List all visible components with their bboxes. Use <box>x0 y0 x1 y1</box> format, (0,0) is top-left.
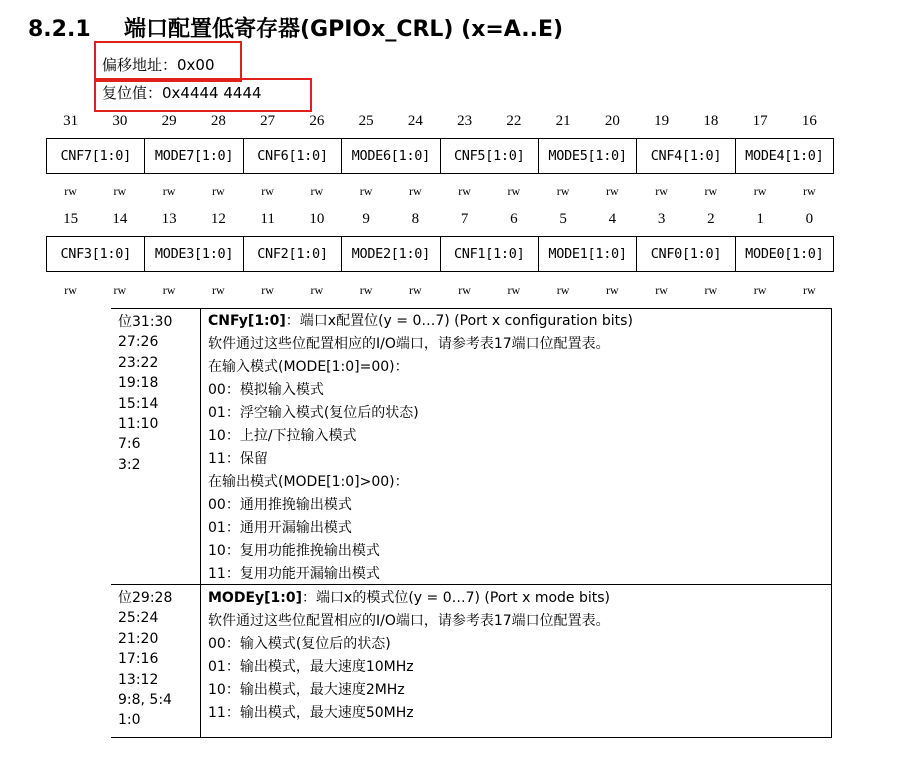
bit-number: 21 <box>555 113 571 129</box>
access-type: rw <box>409 283 422 297</box>
access-type: rw <box>458 184 471 198</box>
access-type: rw <box>507 283 521 297</box>
cnf-description <box>208 310 633 586</box>
access-type: rw <box>359 283 373 297</box>
section-heading <box>28 12 563 43</box>
register-field: MODE5[1:0] <box>539 139 637 173</box>
register-field: MODE4[1:0] <box>745 148 824 164</box>
bit-number: 24 <box>407 113 423 129</box>
description-line: 00：模拟输入模式 <box>208 382 324 398</box>
access-type: rw <box>606 184 619 198</box>
description-line: 01：浮空输入模式(复位后的状态) <box>208 405 419 421</box>
bit-range: 7:6 <box>118 436 141 453</box>
cnf-bit-ranges <box>118 312 172 475</box>
top-register-fields <box>46 138 834 174</box>
column-divider <box>200 309 201 737</box>
register-field: MODE2[1:0] <box>342 237 440 271</box>
access-type: rw <box>162 184 176 198</box>
bit-number: 14 <box>112 211 128 227</box>
description-line: 11：复用功能开漏输出模式 <box>208 566 380 582</box>
top-access-row <box>46 184 834 200</box>
bit-range: 21:20 <box>118 630 159 647</box>
bit-number: 12 <box>210 211 226 227</box>
description-line: 01：通用开漏输出模式 <box>208 520 352 536</box>
bit-range: 9:8, 5:4 <box>118 692 172 709</box>
access-type: rw <box>359 184 373 198</box>
description-line: 00：输入模式(复位后的状态) <box>208 636 391 652</box>
cnf-heading-line <box>208 310 633 333</box>
bit-range: 25:24 <box>118 610 159 627</box>
bottom-bit-numbers <box>46 211 834 231</box>
register-field: MODE0[1:0] <box>745 246 824 262</box>
access-type: rw <box>310 184 324 198</box>
bit-number: 1 <box>756 211 764 227</box>
bit-number: 28 <box>210 113 226 129</box>
bit-range: 17:16 <box>118 651 159 668</box>
cnf-summary: ：端口x配置位(y = 0…7) (Port x configuration bits) <box>285 313 633 329</box>
bit-range: 19:18 <box>118 375 159 392</box>
access-type: rw <box>212 283 225 297</box>
access-type: rw <box>409 184 422 198</box>
bit-number: 18 <box>703 113 719 129</box>
description-line: 在输出模式(MODE[1:0]>00)： <box>208 474 409 490</box>
bottom-access-row <box>46 283 834 299</box>
bit-number: 9 <box>362 211 370 227</box>
description-line: 11：保留 <box>208 451 268 467</box>
description-line: 11：输出模式，最大速度50MHz <box>208 705 414 721</box>
register-field: CNF7[1:0] <box>47 139 145 173</box>
access-type: rw <box>704 184 718 198</box>
description-line: 01：输出模式，最大速度10MHz <box>208 659 414 675</box>
bit-range: 23:22 <box>118 354 159 371</box>
bit-number: 26 <box>309 113 325 129</box>
description-line: 10：输出模式，最大速度2MHz <box>208 682 405 698</box>
bit-number: 19 <box>654 113 670 129</box>
bit-number: 23 <box>457 113 473 129</box>
access-type: rw <box>162 283 176 297</box>
bit-number: 31 <box>63 113 79 129</box>
bit-number: 11 <box>260 211 275 227</box>
bit-number: 2 <box>707 211 715 227</box>
description-line: 软件通过这些位配置相应的I/O端口，请参考表17端口位配置表。 <box>208 613 610 629</box>
access-type: rw <box>64 283 77 297</box>
mode-bit-ranges <box>118 588 172 731</box>
reset-value: 复位值：0x4444 4444 <box>102 84 262 102</box>
bit-number: 13 <box>161 211 177 227</box>
mode-field-name: MODEy[1:0] <box>208 590 303 606</box>
bit-number: 5 <box>559 211 567 227</box>
bit-number: 27 <box>260 113 276 129</box>
bit-number: 20 <box>604 113 620 129</box>
bit-number: 29 <box>161 113 177 129</box>
bit-number: 10 <box>309 211 325 227</box>
bit-range: 位29:28 <box>118 590 173 606</box>
register-field: MODE7[1:0] <box>145 139 243 173</box>
register-field: CNF3[1:0] <box>47 237 145 271</box>
access-type: rw <box>113 184 127 198</box>
bit-range: 13:12 <box>118 671 159 688</box>
access-type: rw <box>113 283 127 297</box>
access-type: rw <box>212 184 225 198</box>
register-field: CNF5[1:0] <box>441 139 539 173</box>
bit-range: 15:14 <box>118 395 159 412</box>
access-type: rw <box>310 283 324 297</box>
bit-number: 7 <box>460 211 469 227</box>
register-field: CNF4[1:0] <box>637 139 735 173</box>
bit-number: 30 <box>112 113 128 129</box>
register-field: CNF0[1:0] <box>637 237 735 271</box>
register-field: MODE1[1:0] <box>539 237 637 271</box>
bit-number: 3 <box>657 211 666 227</box>
access-type: rw <box>803 184 816 198</box>
access-type: rw <box>655 283 668 297</box>
register-field: MODE6[1:0] <box>342 139 440 173</box>
access-type: rw <box>261 184 274 198</box>
description-line: 00：通用推挽输出模式 <box>208 497 352 513</box>
bit-number: 22 <box>506 113 522 129</box>
bit-range: 位31:30 <box>118 314 173 330</box>
access-type: rw <box>458 283 471 297</box>
access-type: rw <box>704 283 718 297</box>
section-number: 8.2.1 <box>28 17 91 42</box>
access-type: rw <box>753 283 767 297</box>
bit-number: 17 <box>752 113 768 129</box>
description-line: 软件通过这些位配置相应的I/O端口，请参考表17端口位配置表。 <box>208 336 610 352</box>
description-line: 10：复用功能推挽输出模式 <box>208 543 380 559</box>
access-type: rw <box>556 283 570 297</box>
register-field: MODE3[1:0] <box>145 237 243 271</box>
access-type: rw <box>556 184 570 198</box>
access-type: rw <box>753 184 767 198</box>
access-type: rw <box>655 184 668 198</box>
bit-range: 3:2 <box>118 456 141 473</box>
description-line: 10：上拉/下拉输入模式 <box>208 428 357 444</box>
bit-number: 4 <box>608 211 617 227</box>
mode-summary: ：端口x的模式位(y = 0…7) (Port x mode bits) <box>302 590 610 606</box>
description-line: 在输入模式(MODE[1:0]=00)： <box>208 359 409 375</box>
mode-heading-line <box>208 587 610 610</box>
access-type: rw <box>803 283 816 297</box>
bit-number: 6 <box>510 211 518 227</box>
bit-number: 15 <box>63 211 79 227</box>
register-field: CNF1[1:0] <box>441 237 539 271</box>
top-bit-numbers <box>46 113 834 133</box>
bit-number: 16 <box>801 113 817 129</box>
bottom-register-fields <box>46 236 834 272</box>
access-type: rw <box>261 283 274 297</box>
cnf-field-name: CNFy[1:0] <box>208 313 286 329</box>
bit-number: 25 <box>358 113 374 129</box>
access-type: rw <box>606 283 619 297</box>
access-type: rw <box>64 184 77 198</box>
bit-number: 0 <box>805 211 814 227</box>
mode-description <box>208 587 610 725</box>
bit-range: 11:10 <box>118 416 159 433</box>
bit-number: 8 <box>411 211 420 227</box>
register-field: CNF6[1:0] <box>244 139 342 173</box>
bit-range: 27:26 <box>118 334 159 351</box>
bit-range: 1:0 <box>118 712 141 729</box>
offset-address: 偏移地址：0x00 <box>102 56 215 74</box>
bit-description-table <box>111 308 832 738</box>
section-title: 端口配置低寄存器(GPIOx_CRL) (x=A..E) <box>124 17 564 42</box>
access-type: rw <box>507 184 521 198</box>
register-field: CNF2[1:0] <box>244 237 342 271</box>
